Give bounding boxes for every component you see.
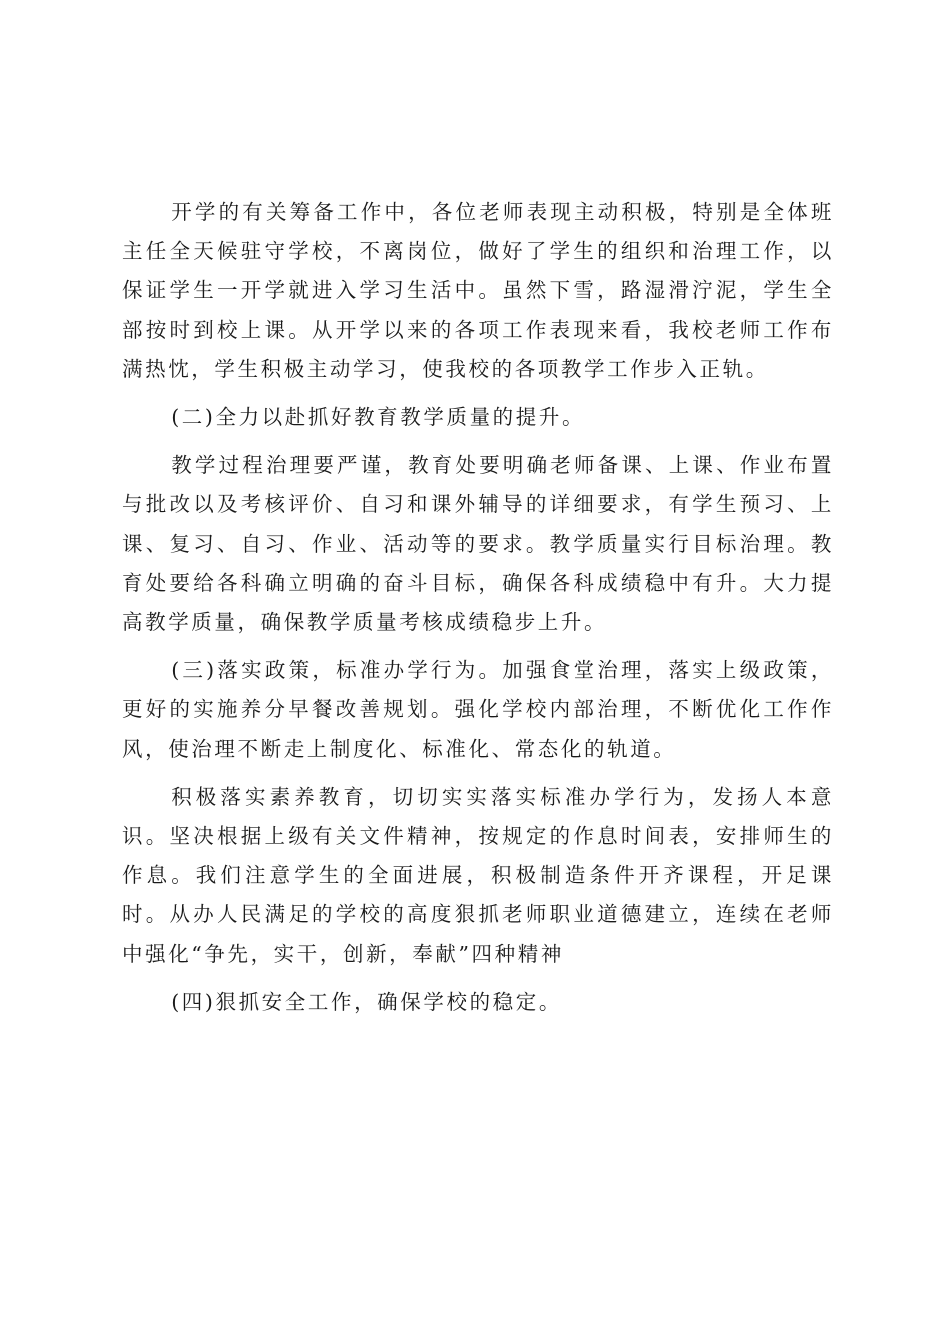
paragraph-teaching-management: 教学过程治理要严谨，教育处要明确老师备课、上课、作业布置与批改以及考核评价、自习和课外辅导的详细要求，有学生预习、上课、复习、自习、作业、活动等的要求。教学质量实行目标治理。教育处要给各科确立明确的奋斗目标，确保各科成绩稳中有升。大力提高教学质量，确保教学质量考核成绩稳步上升。	[122, 453, 834, 635]
paragraph-quality-education: 积极落实素养教育，切切实实落实标准办学行为，发扬人本意识。坚决根据上级有关文件精神，按规定的作息时间表，安排师生的作息。我们注意学生的全面进展，积极制造条件开齐课程，开足课时。从办人民满足的学校的高度狠抓老师职业道德建立，连续在老师中强化“争先，实干，创新，奉献”四种精神	[122, 784, 834, 966]
document-body	[122, 193, 834, 1031]
heading-section-2: (二)全力以赴抓好教育教学质量的提升。	[171, 405, 586, 430]
heading-section-4: (四)狠抓安全工作，确保学校的稳定。	[171, 989, 562, 1014]
heading-section-3: (三)落实政策，标准办学行为。加强食堂治理，落实上级政策，更好的实施养分早餐改善规划。强化学校内部治理，不断优化工作作风，使治理不断走上制度化、标准化、常态化的轨道。	[122, 658, 834, 761]
paragraph-opening-work: 开学的有关筹备工作中，各位老师表现主动积极，特别是全体班主任全天候驻守学校，不离岗位，做好了学生的组织和治理工作，以保证学生一开学就进入学习生活中。虽然下雪，路湿滑泞泥，学生全部按时到校上课。从开学以来的各项工作表现来看，我校老师工作布满热忱，学生积极主动学习，使我校的各项教学工作步入正轨。	[122, 200, 834, 381]
